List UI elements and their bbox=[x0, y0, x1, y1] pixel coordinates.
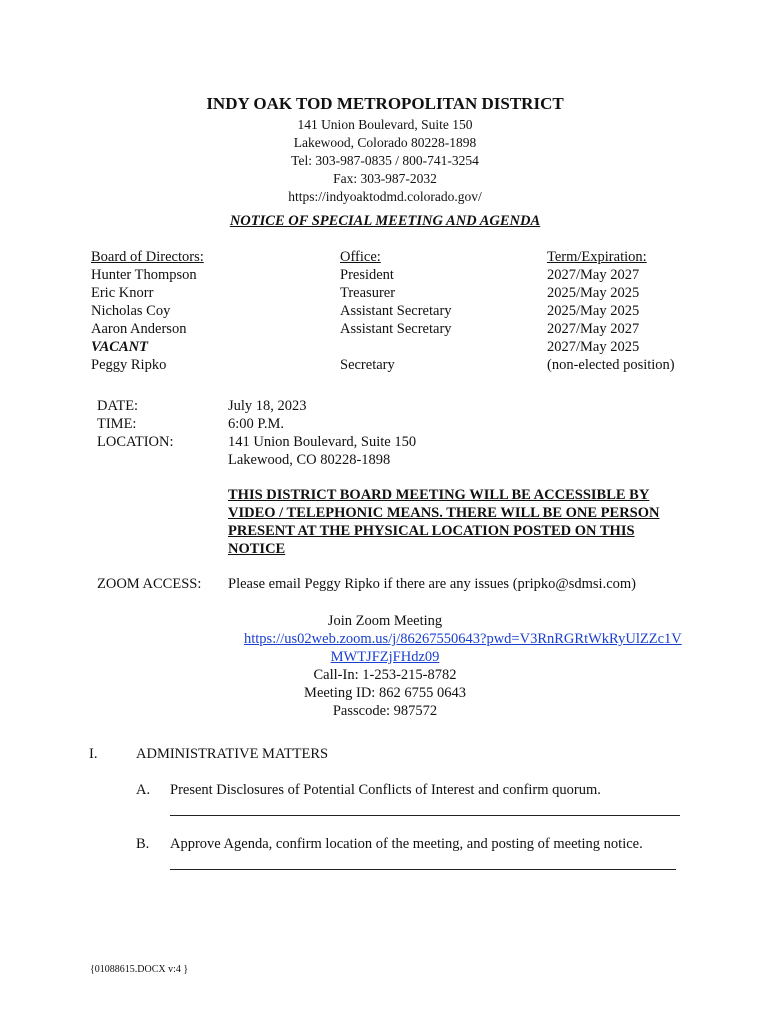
fax: Fax: 303-987-2032 bbox=[333, 171, 437, 186]
district-name: INDY OAK TOD METROPOLITAN DISTRICT bbox=[206, 94, 564, 113]
accessibility-notice bbox=[228, 486, 698, 558]
accessibility-notice-line: VIDEO / TELEPHONIC MEANS. THERE WILL BE ONE PERSON bbox=[228, 505, 660, 521]
board-member-office: Assistant Secretary bbox=[340, 303, 452, 319]
board-member-name: Aaron Anderson bbox=[91, 321, 187, 337]
board-member-name: VACANT bbox=[91, 339, 148, 355]
board-term-column bbox=[547, 248, 675, 374]
location-line-2: Lakewood, CO 80228-1898 bbox=[228, 452, 391, 468]
agenda-item-text: Present Disclosures of Potential Conflicts of Interest and confirm quorum. bbox=[170, 782, 601, 798]
location-line-1: 141 Union Boulevard, Suite 150 bbox=[228, 434, 417, 450]
zoom-access-label: ZOOM ACCESS: bbox=[97, 576, 202, 592]
time-label: TIME: bbox=[97, 416, 137, 432]
board-member-name: Nicholas Coy bbox=[91, 303, 171, 319]
response-line bbox=[170, 815, 680, 816]
website: https://indyoaktodmd.colorado.gov/ bbox=[288, 189, 482, 204]
board-member-name: Peggy Ripko bbox=[91, 357, 167, 373]
office-header: Office: bbox=[340, 249, 381, 265]
address-line-2: Lakewood, Colorado 80228-1898 bbox=[293, 135, 477, 150]
section-title: ADMINISTRATIVE MATTERS bbox=[136, 746, 329, 762]
board-member-term: 2027/May 2027 bbox=[547, 267, 640, 283]
board-member-office: Treasurer bbox=[340, 285, 396, 301]
zoom-link-line-2[interactable]: MWTJFZjFHdz09 bbox=[330, 649, 440, 665]
document-id: {01088615.DOCX v:4 } bbox=[90, 964, 189, 975]
address-line-1: 141 Union Boulevard, Suite 150 bbox=[297, 117, 473, 132]
board-header: Board of Directors: bbox=[91, 249, 204, 265]
zoom-passcode: Passcode: 987572 bbox=[332, 703, 438, 719]
board-names-column bbox=[91, 248, 204, 374]
board-member-office: Secretary bbox=[340, 357, 395, 373]
zoom-link-line-1[interactable]: https://us02web.zoom.us/j/86267550643?pwd=V3RnRGRtWkRyUlZZc1V bbox=[244, 631, 682, 647]
accessibility-notice-line: NOTICE bbox=[228, 541, 286, 557]
notice-title: NOTICE OF SPECIAL MEETING AND AGENDA bbox=[229, 213, 541, 229]
board-member-term: 2027/May 2027 bbox=[547, 321, 640, 337]
agenda-item-letter: B. bbox=[136, 836, 150, 852]
zoom-call-in: Call-In: 1-253-215-8782 bbox=[313, 667, 457, 683]
board-office-column bbox=[340, 248, 452, 374]
zoom-meeting-id: Meeting ID: 862 6755 0643 bbox=[304, 685, 466, 701]
location-label: LOCATION: bbox=[97, 434, 174, 450]
term-header: Term/Expiration: bbox=[547, 249, 647, 265]
board-member-office: President bbox=[340, 267, 394, 283]
board-member-name: Eric Knorr bbox=[91, 285, 154, 301]
response-line bbox=[170, 869, 676, 870]
join-zoom-text: Join Zoom Meeting bbox=[327, 613, 443, 629]
meeting-time: 6:00 P.M. bbox=[228, 416, 285, 432]
telephone: Tel: 303-987-0835 / 800-741-3254 bbox=[291, 153, 479, 168]
board-member-office: Assistant Secretary bbox=[340, 321, 452, 337]
meeting-date: July 18, 2023 bbox=[228, 398, 307, 414]
accessibility-notice-line: THIS DISTRICT BOARD MEETING WILL BE ACCESSIBLE BY bbox=[228, 487, 650, 503]
board-member-office bbox=[340, 338, 452, 356]
board-member-term: 2027/May 2025 bbox=[547, 339, 640, 355]
board-member-term: (non-elected position) bbox=[547, 357, 675, 373]
board-member-name: Hunter Thompson bbox=[91, 267, 197, 283]
board-member-term: 2025/May 2025 bbox=[547, 303, 640, 319]
board-member-term: 2025/May 2025 bbox=[547, 285, 640, 301]
accessibility-notice-line: PRESENT AT THE PHYSICAL LOCATION POSTED ON THIS bbox=[228, 523, 635, 539]
zoom-instructions: Please email Peggy Ripko if there are any issues (pripko@sdmsi.com) bbox=[228, 576, 636, 592]
agenda-item-text: Approve Agenda, confirm location of the meeting, and posting of meeting notice. bbox=[170, 836, 643, 852]
date-label: DATE: bbox=[97, 398, 139, 414]
section-number: I. bbox=[89, 746, 98, 762]
agenda-item-letter: A. bbox=[136, 782, 151, 798]
